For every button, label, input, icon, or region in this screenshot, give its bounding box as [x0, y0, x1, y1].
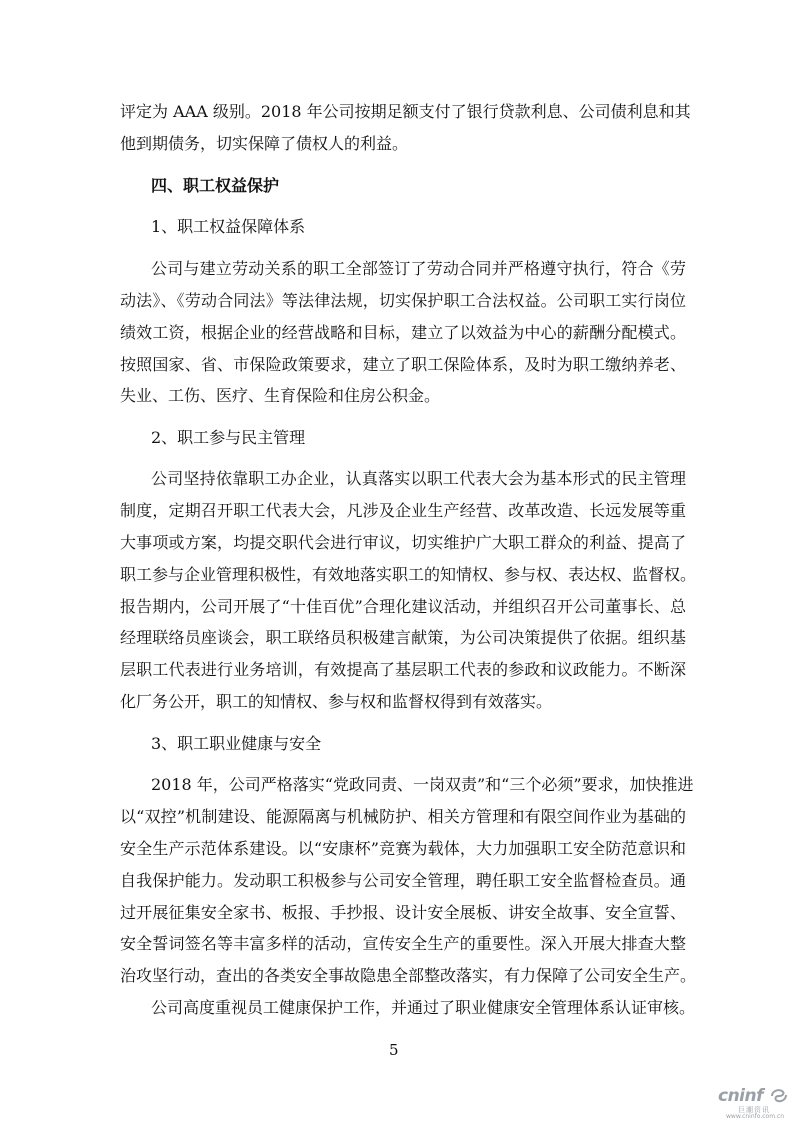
sub3-line-7: 治攻坚行动，查出的各类安全事故隐患全部整改落实，有力保障了公司安全生产。	[120, 966, 697, 985]
intro-line-1: 评定为 AAA 级别。2018 年公司按期足额支付了银行贷款利息、公司债利息和其	[120, 102, 691, 121]
sub2-line-6: 经理联络员座谈会，职工联络员积极建言献策，为公司决策提供了依据。组织基	[120, 628, 686, 647]
sub2-line-1: 公司坚持依靠职工办企业，认真落实以职工代表大会为基本形式的民主管理	[151, 469, 686, 488]
subsection-3-title: 3、职工职业健康与安全	[151, 734, 322, 753]
sub2-line-5: 报告期内，公司开展了“十佳百优”合理化建议活动，并组织召开公司董事长、总	[120, 597, 686, 616]
section-heading: 四、职工权益保护	[151, 176, 280, 195]
sub1-line-2: 动法》、《劳动合同法》等法律法规，切实保护职工合法权益。公司职工实行岗位	[120, 291, 686, 310]
sub1-line-5: 失业、工伤、医疗、生育保险和住房公积金。	[120, 386, 441, 405]
sub1-line-3: 绩效工资，根据企业的经营战略和目标，建立了以效益为中心的薪酬分配模式。	[120, 323, 686, 342]
sub3-line-4: 自我保护能力。发动职工积极参与公司安全管理，聘任职工安全监督检查员。通	[120, 871, 686, 890]
sub3-line-3: 安全生产示范体系建设。以“安康杯”竞赛为载体，大力加强职工安全防范意识和	[120, 839, 686, 858]
logo-text: cninf	[718, 1086, 764, 1106]
cninf-logo	[718, 1086, 792, 1120]
sub3-line-1: 2018 年，公司严格落实“党政同责、一岗双责”和“三个必须”要求，加快推进	[151, 775, 694, 794]
page-number: 5	[389, 1041, 399, 1059]
logo-subtext: 巨潮资讯	[738, 1106, 770, 1114]
subsection-1-title: 1、职工权益保障体系	[151, 217, 306, 236]
sub3-closing-line: 公司高度重视员工健康保护工作，并通过了职业健康安全管理体系认证审核。	[151, 998, 696, 1017]
sub2-line-8: 化厂务公开，职工的知情权、参与权和监督权得到有效落实。	[120, 692, 553, 711]
sub1-line-1: 公司与建立劳动关系的职工全部签订了劳动合同并严格遵守执行，符合《劳	[151, 259, 686, 278]
logo-swirl-icon	[770, 1088, 788, 1104]
logo-url: www.cninfo.com.cn	[726, 1113, 785, 1120]
sub2-line-4: 职工参与企业管理积极性，有效地落实职工的知情权、参与权、表达权、监督权。	[120, 565, 697, 584]
sub2-line-7: 层职工代表进行业务培训，有效提高了基层职工代表的参政和议政能力。不断深	[120, 660, 686, 679]
sub2-line-2: 制度，定期召开职工代表大会，凡涉及企业生产经营、改革改造、长远发展等重	[120, 501, 686, 520]
intro-line-2: 他到期债务，切实保障了债权人的利益。	[120, 134, 409, 153]
subsection-2-title: 2、职工参与民主管理	[151, 428, 306, 447]
sub2-line-3: 大事项或方案，均提交职代会进行审议，切实维护广大职工群众的利益、提高了	[120, 533, 686, 552]
sub3-line-2: 以“双控”机制建设、能源隔离与机械防护、相关方管理和有限空间作业为基础的	[120, 807, 686, 826]
sub1-line-4: 按照国家、省、市保险政策要求，建立了职工保险体系，及时为职工缴纳养老、	[120, 355, 686, 374]
sub3-line-6: 安全誓词签名等丰富多样的活动，宣传安全生产的重要性。深入开展大排查大整	[120, 934, 686, 953]
sub3-line-5: 过开展征集安全家书、板报、手抄报、设计安全展板、讲安全故事、安全宣誓、	[120, 903, 686, 922]
